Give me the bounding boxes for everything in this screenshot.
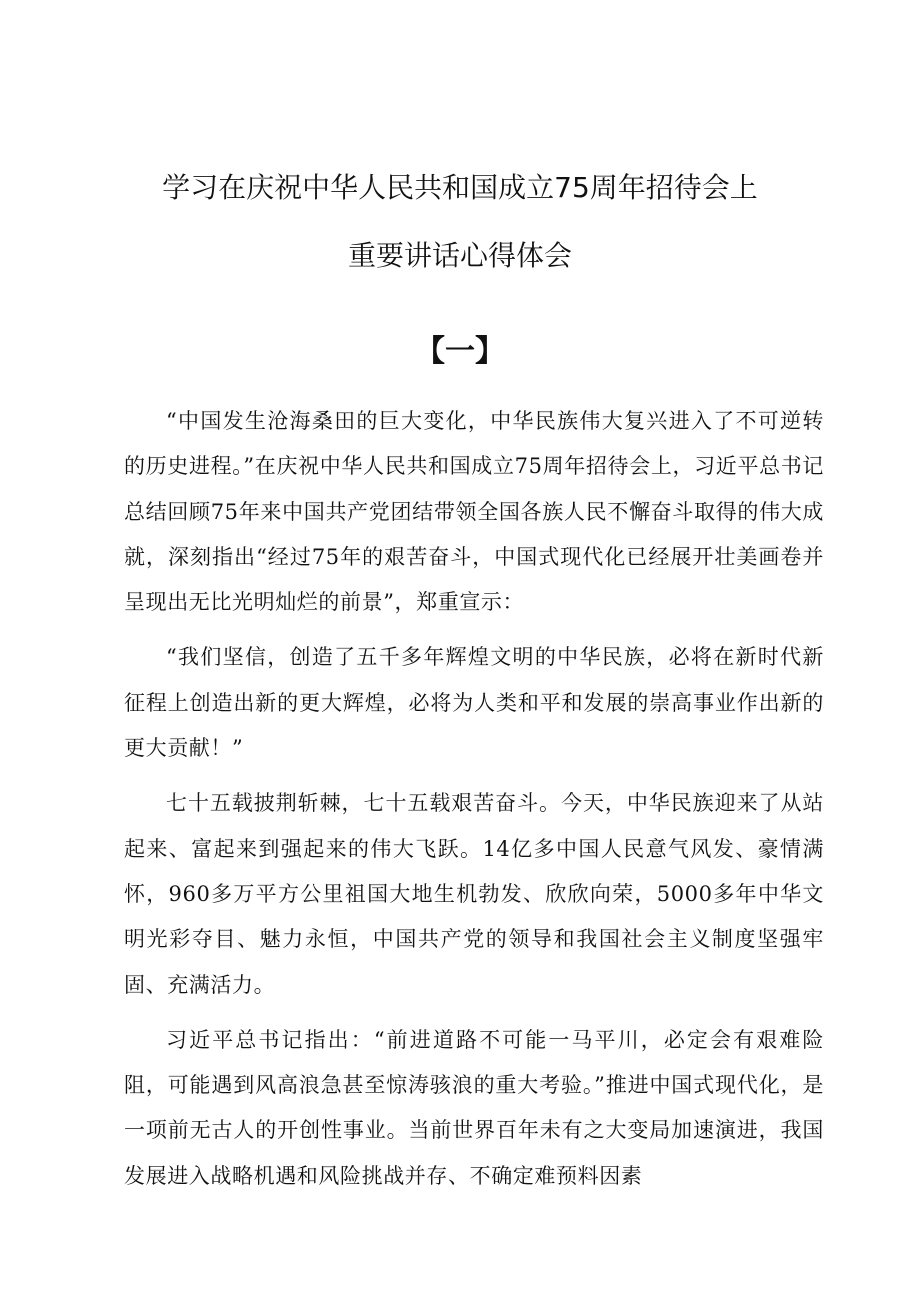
section-heading: 【一】 xyxy=(415,334,505,369)
paragraph-2: “我们坚信，创造了五千多年辉煌文明的中华民族，必将在新时代新征程上创造出新的更大辉煌，必将为人类和平和发展的崇高事业作出新的更大贡献！” xyxy=(124,645,824,761)
document-body xyxy=(124,399,824,1209)
document-title-line-1: 学习在庆祝中华人民共和国成立75周年招待会上 xyxy=(162,171,758,204)
paragraph-3: 七十五载披荆斩棘，七十五载艰苦奋斗。今天，中华民族迎来了从站起来、富起来到强起来的伟大飞跃。14亿多中国人民意气风发、豪情满怀，960多万平方公里祖国大地生机勃发、欣欣向荣，5000多年中华文明光彩夺目、魅力永恒，中国共产党的领导和我国社会主义制度坚强牢固、充满活力。 xyxy=(124,791,824,997)
paragraph-4: 习近平总书记指出：“前进道路不可能一马平川，必定会有艰难险阻，可能遇到风高浪急甚至惊涛骇浪的重大考验。”推进中国式现代化，是一项前无古人的开创性事业。当前世界百年未有之大变局加速演进，我国发展进入战略机遇和风险挑战并存、不确定难预料因素 xyxy=(124,1027,824,1188)
paragraph-1: “中国发生沧海桑田的巨大变化，中华民族伟大复兴进入了不可逆转的历史进程。”在庆祝中华人民共和国成立75周年招待会上，习近平总书记总结回顾75年来中国共产党团结带领全国各族人民不懈奋斗取得的伟大成就，深刻指出“经过75年的艰苦奋斗，中国式现代化已经展开壮美画卷并呈现出无比光明灿烂的前景”，郑重宣示： xyxy=(124,409,824,615)
document-title-line-2: 重要讲话心得体会 xyxy=(347,239,572,272)
